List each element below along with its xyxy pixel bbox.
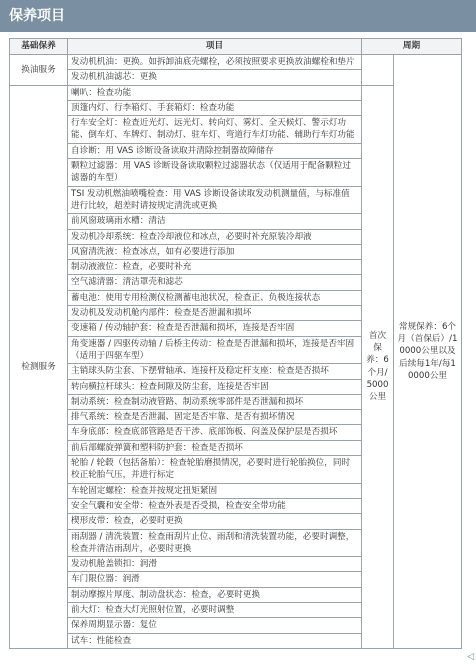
item-cell: 安全气囊和安全带：检查外表是否受损，检查安全带功能 xyxy=(68,498,362,513)
item-cell: 制动摩擦片厚度、制动盘状态：检查，必要时更换 xyxy=(68,587,362,602)
page-title: 保养项目 xyxy=(0,0,476,32)
item-cell: 行车安全灯：检查近光灯、远光灯、转向灯、雾灯、全天候灯、警示灯功能、倒车灯、车牌灯、制动灯、驻车灯、弯道行车灯功能、辅助行车灯功能 xyxy=(68,116,362,144)
maintenance-table xyxy=(9,38,462,649)
item-cell: 车身底部：检查底部管路是否干涉、底部饰板、闷盖及保护层是否损坏 xyxy=(68,425,362,440)
item-cell: 前大灯：检查大灯光照射位置，必要时调整 xyxy=(68,602,362,617)
item-cell: 发动机机油滤芯：更换 xyxy=(68,70,362,85)
item-cell: 车门限位器：润滑 xyxy=(68,572,362,587)
table-header-row xyxy=(10,39,462,55)
item-cell: 蓄电池：使用专用检测仪检测蓄电池状况，检查正、负极连接状态 xyxy=(68,290,362,305)
triangle-left-icon: ◁ xyxy=(467,652,474,662)
item-cell: 发动机舱盖锁扣：润滑 xyxy=(68,557,362,572)
item-cell: 雨刮器 / 清洗装置：检查雨刮片止位、雨刮和清洗装置功能，必要时调整，检查并清洁雨刮片，必要时更换 xyxy=(68,529,362,557)
item-cell: 楔形皮带：检查，必要时更换 xyxy=(68,514,362,529)
period-regular: 常规保养：6个月（首保后）/10000公里以及后续每1年/每10000公里 xyxy=(394,55,462,649)
category-inspection: 检测服务 xyxy=(10,85,68,648)
item-cell: 发动机机油：更换。如拆卸油底壳螺栓，必须按照要求更换放油螺栓和垫片 xyxy=(68,55,362,70)
item-cell: 变速箱 / 传动轴护套：检查是否泄漏和损坏，连接是否牢固 xyxy=(68,321,362,336)
item-cell: 风窗清洗液：检查冰点，如有必要进行添加 xyxy=(68,244,362,259)
item-cell: 排气系统：检查是否泄漏、固定是否牢靠、是否有损坏情况 xyxy=(68,410,362,425)
item-cell: 前后部螺旋弹簧和塑料防护套：检查是否损坏 xyxy=(68,440,362,455)
item-cell: 轮胎 / 轮毂（包括备胎）：检查轮胎磨损情况，必要时进行轮胎换位，同时校正轮胎气压，并进行标定 xyxy=(68,456,362,484)
item-cell: 前风窗玻璃雨水槽：清洁 xyxy=(68,214,362,229)
item-cell: 车轮固定螺栓：检查并按规定扭矩紧固 xyxy=(68,483,362,498)
item-cell: 发动机及发动机舱内部件：检查是否泄漏和损坏 xyxy=(68,306,362,321)
item-cell: 制动系统：检查制动液管路、制动系统零部件是否泄漏和损坏 xyxy=(68,394,362,409)
item-cell: 制动液液位：检查，必要时补充 xyxy=(68,260,362,275)
item-cell: 角变速器 / 四驱传动轴 / 后桥主传动：检查是否泄漏和损坏，连接是否牢固（适用于四驱车型） xyxy=(68,336,362,364)
header-item: 项目 xyxy=(68,39,362,55)
item-cell: 主销球头防尘套、下摆臂轴承、连接杆及稳定杆支座：检查是否损坏 xyxy=(68,364,362,379)
header-category: 基础保养 xyxy=(10,39,68,55)
category-oil-change: 换油服务 xyxy=(10,55,68,86)
item-cell: 转向横拉杆球头：检查间隙及防尘套，连接是否牢固 xyxy=(68,379,362,394)
item-cell: 顶篷内灯、行李箱灯、手套箱灯：检查功能 xyxy=(68,100,362,115)
period-empty-cell xyxy=(362,55,394,86)
table-row xyxy=(10,55,462,70)
item-cell: 空气滤清器：清洁罩壳和滤芯 xyxy=(68,275,362,290)
item-cell: TSI 发动机燃油喷嘴检查：用 VAS 诊断设备读取发动机测量值，与标准值进行比较，超差时请按规定清洗或更换 xyxy=(68,186,362,214)
item-cell: 喇叭：检查功能 xyxy=(68,85,362,100)
item-cell: 颗粒过滤器：用 VAS 诊断设备读取颗粒过滤器状态（仅适用于配备颗粒过滤器的车型） xyxy=(68,159,362,187)
item-cell: 保养周期显示器：复位 xyxy=(68,618,362,633)
period-first: 首次保养：6个月/5000公里 xyxy=(362,85,394,648)
item-cell: 自诊断：用 VAS 诊断设备读取并清除控制器故障储存 xyxy=(68,143,362,158)
item-cell: 试车：性能检查 xyxy=(68,633,362,648)
item-cell: 发动机冷却系统：检查冷却液位和冰点，必要时补充原装冷却液 xyxy=(68,229,362,244)
header-period: 周期 xyxy=(362,39,462,55)
